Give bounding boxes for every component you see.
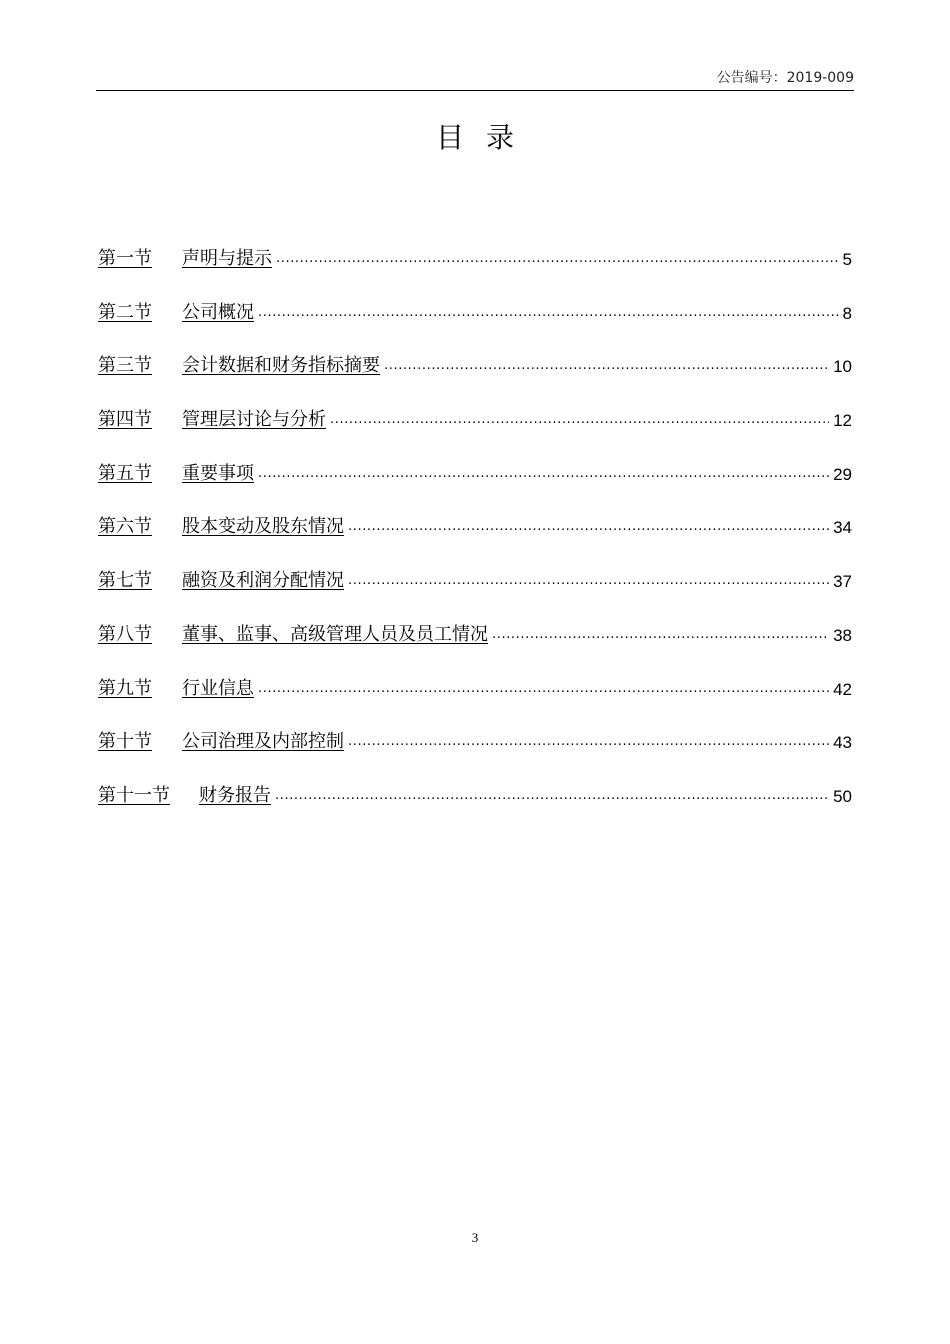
toc-entry-section-8[interactable] — [98, 622, 852, 676]
toc-section-number: 第五节 — [98, 462, 152, 484]
table-of-contents — [98, 246, 852, 837]
toc-page-number: 34 — [833, 518, 852, 538]
toc-dot-leader — [276, 246, 839, 272]
toc-page-number: 10 — [833, 357, 852, 377]
toc-section-title: 声明与提示 — [182, 248, 272, 269]
toc-entry-section-10[interactable] — [98, 729, 852, 783]
toc-section-title: 融资及利润分配情况 — [182, 570, 344, 592]
announcement-number: 公告编号：2019-009 — [716, 70, 854, 86]
toc-section-number: 第八节 — [98, 623, 152, 645]
footer-page-number: 3 — [471, 1230, 479, 1245]
toc-section-title: 管理层讨论与分析 — [182, 409, 326, 431]
toc-page-number: 29 — [833, 464, 852, 484]
toc-section-title: 股本变动及股东情况 — [182, 516, 344, 538]
toc-entry-section-5[interactable] — [98, 461, 852, 515]
toc-section-title: 董事、监事、高级管理人员及员工情况 — [182, 623, 488, 645]
toc-section-title: 公司概况 — [182, 301, 254, 323]
toc-section-number: 第三节 — [98, 355, 152, 377]
page-title: 目录 — [435, 121, 536, 154]
toc-dot-leader — [348, 568, 829, 594]
toc-section-title: 重要事项 — [182, 462, 254, 484]
toc-dot-leader — [384, 353, 829, 379]
toc-section-number: 第四节 — [98, 409, 152, 431]
toc-page-number: 37 — [833, 572, 852, 592]
toc-section-number: 第十一节 — [98, 784, 170, 806]
toc-section-title: 行业信息 — [182, 677, 254, 699]
toc-entry-section-9[interactable] — [98, 676, 852, 730]
toc-section-number: 第一节 — [98, 248, 152, 269]
toc-section-title: 会计数据和财务指标摘要 — [182, 355, 380, 377]
toc-entry-section-4[interactable] — [98, 407, 852, 461]
toc-entry-section-11[interactable] — [98, 783, 852, 837]
toc-page-number: 5 — [842, 250, 852, 269]
toc-dot-leader — [258, 676, 829, 702]
toc-entry-section-2[interactable] — [98, 300, 852, 354]
toc-section-number: 第七节 — [98, 570, 152, 592]
toc-dot-leader — [258, 300, 839, 326]
toc-page-number: 50 — [833, 786, 852, 806]
toc-dot-leader — [492, 622, 829, 648]
toc-dot-leader — [348, 514, 829, 540]
toc-section-number: 第九节 — [98, 677, 152, 699]
toc-entry-section-1[interactable] — [98, 246, 852, 300]
toc-section-title: 公司治理及内部控制 — [182, 731, 344, 753]
toc-section-number: 第六节 — [98, 516, 152, 538]
toc-section-title: 财务报告 — [199, 784, 271, 806]
toc-page-number: 42 — [833, 679, 852, 699]
toc-entry-section-7[interactable] — [98, 568, 852, 622]
toc-dot-leader — [348, 729, 829, 755]
toc-page-number: 12 — [833, 411, 852, 431]
toc-entry-section-3[interactable] — [98, 353, 852, 407]
toc-page-number: 43 — [833, 733, 852, 753]
toc-page-number: 8 — [842, 303, 852, 323]
toc-dot-leader — [258, 461, 829, 487]
toc-dot-leader — [330, 407, 829, 433]
toc-section-number: 第二节 — [98, 301, 152, 323]
toc-section-number: 第十节 — [98, 731, 152, 753]
toc-dot-leader — [275, 783, 829, 809]
header-divider — [96, 90, 854, 91]
toc-entry-section-6[interactable] — [98, 514, 852, 568]
toc-page-number: 38 — [833, 625, 852, 645]
